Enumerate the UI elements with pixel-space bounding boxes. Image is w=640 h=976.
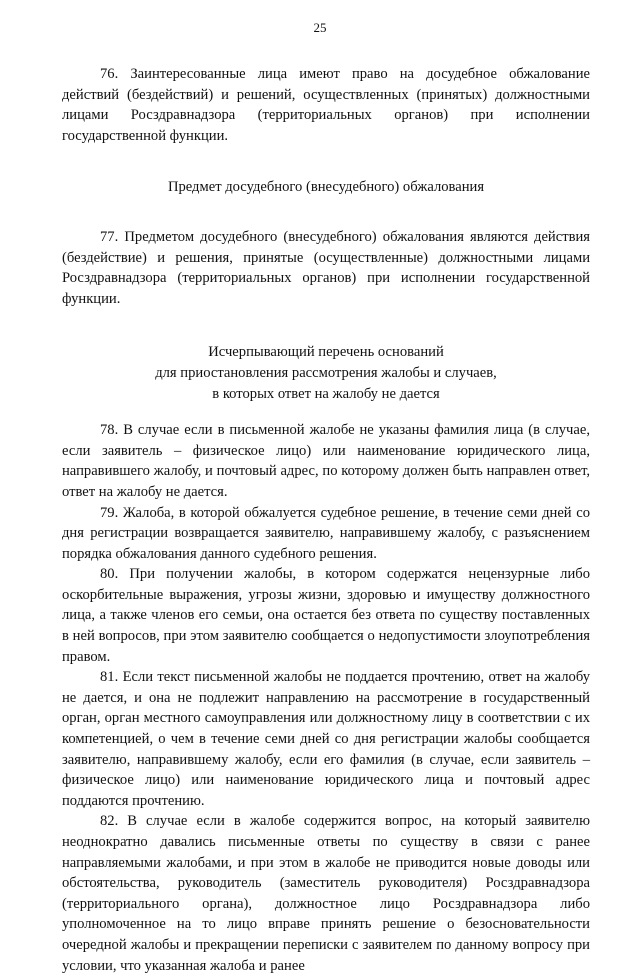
paragraph-80: 80. При получении жалобы, в котором содержатся нецензурные либо оскорбительные выражения, угрозы жизни, здоровью и имуществу должностного лица, а также членов его семьи, она остается без ответа по существу поставленных в ней вопросов, при этом заявителю сообщается о недопустимости злоупотребления правом. bbox=[62, 566, 590, 665]
paragraph-77: 77. Предметом досудебного (внесудебного) обжалования являются действия (бездействие) и решения, принятые (осуществленные) должностными лицами Росздравнадзора (территориальных органов) при исполнении государственной функции. bbox=[62, 228, 590, 307]
heading-line: для приостановления рассмотрения жалобы и случаев, bbox=[155, 364, 497, 381]
spacer bbox=[62, 309, 590, 342]
page-number: 25 bbox=[313, 20, 327, 35]
paragraph-82: 82. В случае если в жалобе содержится вопрос, на который заявителю неоднократно давались письменные ответы по существу в связи с ранее направляемыми жалобами, и при этом в жалобе не приводится новые доводы или обстоятельства, руководитель (заместитель руководителя) Росздравнадзора (территориального органа), должностное лицо Росздравнадзора либо уполномоченное на то лицо вправе принять решение о безосновательности очередной жалобы и прекращении переписки с заявителем по данному вопросу при условии, что указанная жалоба и ранее bbox=[62, 813, 590, 974]
section-heading-grounds bbox=[62, 342, 590, 404]
heading-line: в которых ответ на жалобу не дается bbox=[212, 385, 440, 402]
spacer bbox=[62, 146, 590, 177]
spacer bbox=[62, 404, 590, 420]
paragraph-76: 76. Заинтересованные лица имеют право на досудебное обжалование действий (бездействий) и решений, осуществленных (принятых) должностными лицами Росздравнадзора (территориальных органов) при исполнении государственной функции. bbox=[62, 66, 590, 144]
document-body bbox=[62, 64, 590, 976]
paragraph-81: 81. Если текст письменной жалобы не поддается прочтению, ответ на жалобу не дается, и она не подлежит направлению на рассмотрение в государственный орган, орган местного самоуправления или должностному лицу в соответствии с их компетенцией, о чем в течение семи дней со дня регистрации жалобы сообщается заявителю, направившему жалобу, если его фамилия (в случае, если заявитель – физическое лицо) или наименование юридического лица и почтовый адрес поддаются прочтению. bbox=[62, 669, 590, 809]
paragraph-79: 79. Жалоба, в которой обжалуется судебное решение, в течение семи дней со дня регистрации возвращается заявителю, направившему жалобу, с разъяснением порядка обжалования данного судебного решения. bbox=[62, 504, 590, 562]
spacer bbox=[62, 198, 590, 227]
section-heading-subject: Предмет досудебного (внесудебного) обжалования bbox=[167, 179, 485, 196]
paragraph-78: 78. В случае если в письменной жалобе не указаны фамилия лица (в случае, если заявитель – физическое лицо) или наименование юридического лица, направившего жалобу, и почтовый адрес, по которому должен быть направлен ответ, ответ на жалобу не дается. bbox=[62, 422, 590, 500]
heading-line: Исчерпывающий перечень оснований bbox=[208, 344, 444, 361]
